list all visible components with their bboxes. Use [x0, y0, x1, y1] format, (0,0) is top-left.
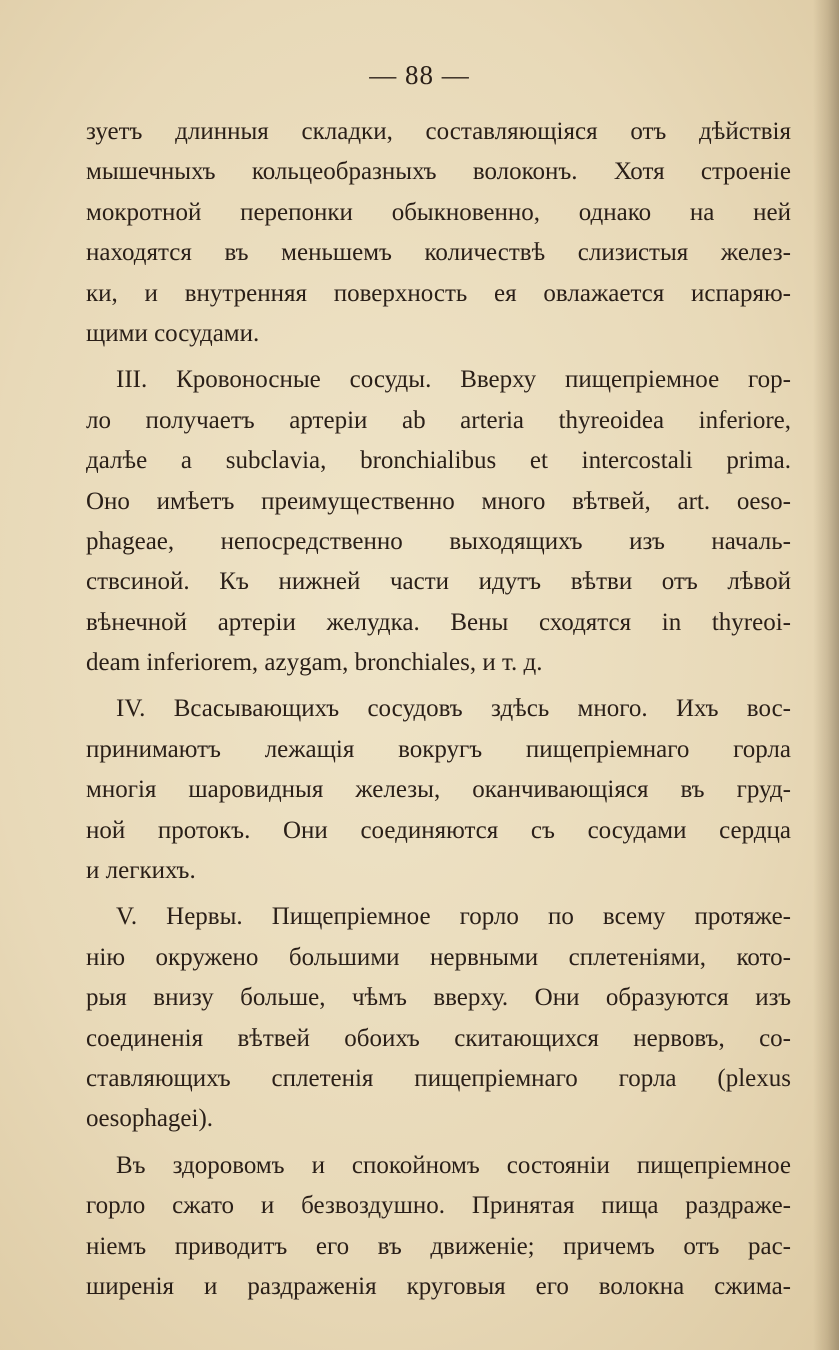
text-line: Оно имѣетъ преимущественно много вѣтвей, art. oeso- [86, 487, 791, 515]
text-line: V. Нервы. Пищепріемное горло по всему протяже- [116, 903, 791, 931]
text-line: далѣе a subclavia, bronchialibus et intercostali prima. [86, 447, 791, 475]
text-line: мышечныхъ кольцеобразныхъ волоконъ. Хотя строеніе [86, 158, 791, 186]
text-line: ствсиной. Къ нижней части идутъ вѣтви отъ лѣвой [86, 568, 791, 596]
page-edge-shadow [813, 0, 839, 1350]
text-line: находятся въ меньшемъ количествѣ слизистыя желез- [86, 239, 791, 267]
text-line: ставляющихъ сплетенія пищепріемнаго горла (plexus [86, 1064, 791, 1092]
text-line: phageae, непосредственно выходящихъ изъ началь- [86, 527, 791, 555]
text-line: ки, и внутренняя поверхность ея овлажается испаряю- [86, 279, 791, 307]
text-line: многія шаровидныя железы, оканчивающіяся въ груд- [86, 776, 791, 804]
text-line: oesophagei). [86, 1105, 214, 1133]
text-line: щими сосудами. [86, 319, 260, 347]
text-line: Въ здоровомъ и спокойномъ состояніи пищепріемное [116, 1151, 791, 1179]
text-line: ніемъ приводитъ его въ движеніе; причемъ отъ рас- [86, 1232, 791, 1260]
page-number: — 88 — [369, 60, 470, 90]
text-line: соединенія вѣтвей обоихъ скитающихся нервовъ, со- [86, 1024, 791, 1052]
text-line: зуетъ длинныя складки, составляющіяся отъ дѣйствія [86, 118, 791, 145]
text-line: рыя внизу больше, чѣмъ вверху. Они образуются изъ [86, 984, 791, 1012]
text-line: вѣнечной артеріи желудка. Вены сходятся in thyreoi- [86, 608, 791, 636]
text-line: горло сжато и безвоздушно. Принятая пища раздраже- [86, 1192, 791, 1220]
text-line: ло получаетъ артеріи ab arteria thyreoidea inferiore, [86, 406, 791, 434]
text-line: нію окружено большими нервными сплетеніями, кото- [86, 943, 791, 971]
text-line: III. Кровоносные сосуды. Вверху пищепріемное гор- [116, 366, 791, 394]
text-line: принимаютъ лежащія вокругъ пищепріемнаго горла [86, 735, 791, 763]
text-line: мокротной перепонки обыкновенно, однако на ней [86, 198, 791, 226]
text-line: и легкихъ. [86, 857, 196, 885]
text-line: deam inferiorem, azygam, bronchiales, и т. д. [86, 649, 543, 677]
text-line: IV. Всасывающихъ сосудовъ здѣсь много. Ихъ вос- [116, 695, 791, 723]
text-line: ширенія и раздраженія круговыя его волокна сжима- [86, 1272, 791, 1300]
body-text [86, 112, 791, 1307]
text-line: ной протокъ. Они соединяются съ сосудами сердца [86, 816, 791, 844]
